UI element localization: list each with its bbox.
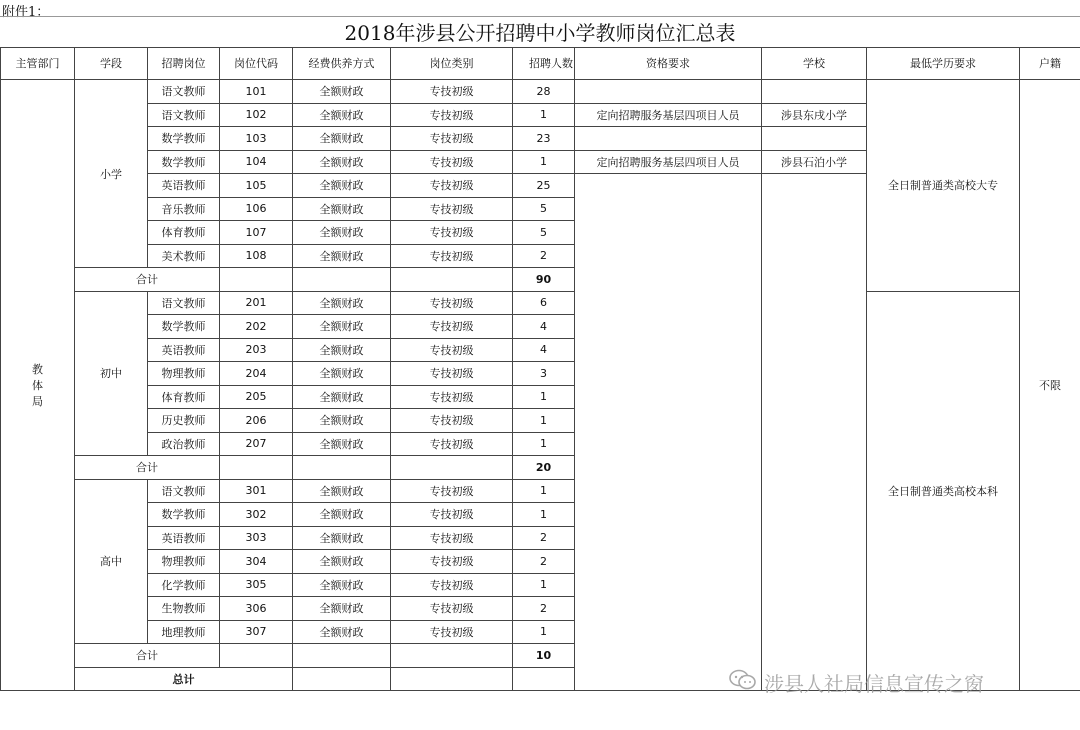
- watermark: [728, 668, 984, 696]
- count-cell: 23: [513, 127, 575, 151]
- empty-cell: [391, 644, 513, 668]
- subtotal-value: 10: [513, 644, 575, 668]
- header-qualification: 资格要求: [575, 48, 762, 80]
- position-cell: 体育教师: [148, 221, 220, 245]
- table-row: [1, 291, 1080, 315]
- funding-cell: 全额财政: [293, 362, 391, 386]
- position-cell: 音乐教师: [148, 197, 220, 221]
- position-cell: 数学教师: [148, 503, 220, 527]
- code-cell: 103: [220, 127, 293, 151]
- code-cell: 204: [220, 362, 293, 386]
- category-cell: 专技初级: [391, 409, 513, 433]
- subtotal-label: 合计: [75, 268, 220, 292]
- category-cell: 专技初级: [391, 620, 513, 644]
- funding-cell: 全额财政: [293, 291, 391, 315]
- school-cell: 涉县石泊小学: [762, 150, 867, 174]
- position-cell: 数学教师: [148, 315, 220, 339]
- category-cell: 专技初级: [391, 550, 513, 574]
- code-cell: 106: [220, 197, 293, 221]
- code-cell: 101: [220, 80, 293, 104]
- code-cell: 105: [220, 174, 293, 198]
- header-stage: 学段: [75, 48, 148, 80]
- position-cell: 英语教师: [148, 526, 220, 550]
- education-primary: 全日制普通类高校大专: [867, 80, 1020, 292]
- code-cell: 107: [220, 221, 293, 245]
- funding-cell: 全额财政: [293, 479, 391, 503]
- wechat-icon: [728, 668, 764, 697]
- qualification-cell: 定向招聘服务基层四项目人员: [575, 150, 762, 174]
- code-cell: 202: [220, 315, 293, 339]
- code-cell: 305: [220, 573, 293, 597]
- code-cell: 104: [220, 150, 293, 174]
- funding-cell: 全额财政: [293, 315, 391, 339]
- category-cell: 专技初级: [391, 503, 513, 527]
- position-cell: 语文教师: [148, 479, 220, 503]
- position-cell: 数学教师: [148, 127, 220, 151]
- count-cell: 1: [513, 432, 575, 456]
- funding-cell: 全额财政: [293, 197, 391, 221]
- category-cell: 专技初级: [391, 362, 513, 386]
- code-cell: 203: [220, 338, 293, 362]
- funding-cell: 全额财政: [293, 526, 391, 550]
- position-cell: 美术教师: [148, 244, 220, 268]
- empty-cell: [293, 456, 391, 480]
- category-cell: 专技初级: [391, 150, 513, 174]
- category-cell: 专技初级: [391, 127, 513, 151]
- funding-cell: 全额财政: [293, 174, 391, 198]
- header-position: 招聘岗位: [148, 48, 220, 80]
- subtotal-value: 20: [513, 456, 575, 480]
- header-count: 招聘人数: [513, 48, 575, 80]
- code-cell: 108: [220, 244, 293, 268]
- code-cell: 205: [220, 385, 293, 409]
- count-cell: 1: [513, 385, 575, 409]
- count-cell: 25: [513, 174, 575, 198]
- stage-middle: 初中: [75, 291, 148, 456]
- category-cell: 专技初级: [391, 103, 513, 127]
- position-cell: 生物教师: [148, 597, 220, 621]
- position-cell: 数学教师: [148, 150, 220, 174]
- school-cell: [762, 80, 867, 104]
- code-cell: 303: [220, 526, 293, 550]
- school-cell: 涉县东戌小学: [762, 103, 867, 127]
- count-cell: 1: [513, 573, 575, 597]
- category-cell: 专技初级: [391, 526, 513, 550]
- code-cell: 304: [220, 550, 293, 574]
- category-cell: 专技初级: [391, 432, 513, 456]
- school-cell: [762, 174, 867, 691]
- count-cell: 1: [513, 409, 575, 433]
- qualification-cell: [575, 80, 762, 104]
- position-cell: 物理教师: [148, 362, 220, 386]
- count-cell: 1: [513, 503, 575, 527]
- header-funding: 经费供养方式: [293, 48, 391, 80]
- empty-cell: [293, 667, 391, 691]
- code-cell: 201: [220, 291, 293, 315]
- subtotal-label: 合计: [75, 644, 220, 668]
- funding-cell: 全额财政: [293, 385, 391, 409]
- code-cell: 102: [220, 103, 293, 127]
- position-cell: 英语教师: [148, 174, 220, 198]
- position-cell: 地理教师: [148, 620, 220, 644]
- count-cell: 2: [513, 526, 575, 550]
- funding-cell: 全额财政: [293, 244, 391, 268]
- category-cell: 专技初级: [391, 315, 513, 339]
- count-cell: 3: [513, 362, 575, 386]
- category-cell: 专技初级: [391, 573, 513, 597]
- category-cell: 专技初级: [391, 479, 513, 503]
- funding-cell: 全额财政: [293, 150, 391, 174]
- funding-cell: 全额财政: [293, 103, 391, 127]
- stage-high: 高中: [75, 479, 148, 644]
- count-cell: 2: [513, 244, 575, 268]
- code-cell: 302: [220, 503, 293, 527]
- empty-cell: [293, 644, 391, 668]
- qualification-cell: [575, 127, 762, 151]
- empty-cell: [391, 268, 513, 292]
- recruitment-table: [0, 47, 1080, 691]
- funding-cell: 全额财政: [293, 338, 391, 362]
- position-cell: 化学教师: [148, 573, 220, 597]
- position-cell: 政治教师: [148, 432, 220, 456]
- count-cell: 1: [513, 103, 575, 127]
- position-cell: 语文教师: [148, 291, 220, 315]
- position-cell: 历史教师: [148, 409, 220, 433]
- funding-cell: 全额财政: [293, 409, 391, 433]
- header-row: [1, 48, 1080, 80]
- empty-cell: [293, 268, 391, 292]
- count-cell: 5: [513, 221, 575, 245]
- position-cell: 语文教师: [148, 80, 220, 104]
- residence-cell: 不限: [1020, 80, 1080, 691]
- funding-cell: 全额财政: [293, 221, 391, 245]
- code-cell: 301: [220, 479, 293, 503]
- position-cell: 体育教师: [148, 385, 220, 409]
- header-code: 岗位代码: [220, 48, 293, 80]
- empty-cell: [391, 667, 513, 691]
- funding-cell: 全额财政: [293, 620, 391, 644]
- empty-cell: [220, 268, 293, 292]
- school-cell: [762, 127, 867, 151]
- position-cell: 物理教师: [148, 550, 220, 574]
- funding-cell: 全额财政: [293, 597, 391, 621]
- position-cell: 语文教师: [148, 103, 220, 127]
- category-cell: 专技初级: [391, 385, 513, 409]
- qualification-cell: [575, 174, 762, 691]
- count-cell: 4: [513, 338, 575, 362]
- count-cell: 6: [513, 291, 575, 315]
- header-residence: 户籍: [1020, 48, 1080, 80]
- subtotal-label: 合计: [75, 456, 220, 480]
- empty-cell: [513, 667, 575, 691]
- divider: [0, 16, 1080, 17]
- category-cell: 专技初级: [391, 197, 513, 221]
- position-cell: 英语教师: [148, 338, 220, 362]
- code-cell: 206: [220, 409, 293, 433]
- watermark-text: 涉县人社局信息宣传之窗: [764, 671, 984, 696]
- category-cell: 专技初级: [391, 597, 513, 621]
- attachment-label: 附件1：: [2, 5, 50, 20]
- funding-cell: 全额财政: [293, 80, 391, 104]
- page-title: 2018年涉县公开招聘中小学教师岗位汇总表: [344, 21, 736, 45]
- empty-cell: [220, 644, 293, 668]
- count-cell: 2: [513, 550, 575, 574]
- count-cell: 1: [513, 150, 575, 174]
- funding-cell: 全额财政: [293, 432, 391, 456]
- category-cell: 专技初级: [391, 174, 513, 198]
- count-cell: 4: [513, 315, 575, 339]
- count-cell: 1: [513, 620, 575, 644]
- category-cell: 专技初级: [391, 80, 513, 104]
- empty-cell: [391, 456, 513, 480]
- header-education: 最低学历要求: [867, 48, 1020, 80]
- department-cell: 教体局: [1, 80, 75, 691]
- category-cell: 专技初级: [391, 244, 513, 268]
- header-dept: 主管部门: [1, 48, 75, 80]
- funding-cell: 全额财政: [293, 127, 391, 151]
- count-cell: 5: [513, 197, 575, 221]
- funding-cell: 全额财政: [293, 550, 391, 574]
- education-secondary: 全日制普通类高校本科: [867, 291, 1020, 691]
- funding-cell: 全额财政: [293, 573, 391, 597]
- header-category: 岗位类别: [391, 48, 513, 80]
- code-cell: 306: [220, 597, 293, 621]
- funding-cell: 全额财政: [293, 503, 391, 527]
- total-label: 总计: [75, 667, 293, 691]
- table-row: [1, 80, 1080, 104]
- count-cell: 1: [513, 479, 575, 503]
- category-cell: 专技初级: [391, 221, 513, 245]
- category-cell: 专技初级: [391, 291, 513, 315]
- stage-primary: 小学: [75, 80, 148, 268]
- subtotal-value: 90: [513, 268, 575, 292]
- header-school: 学校: [762, 48, 867, 80]
- count-cell: 2: [513, 597, 575, 621]
- qualification-cell: 定向招聘服务基层四项目人员: [575, 103, 762, 127]
- category-cell: 专技初级: [391, 338, 513, 362]
- empty-cell: [220, 456, 293, 480]
- code-cell: 207: [220, 432, 293, 456]
- code-cell: 307: [220, 620, 293, 644]
- count-cell: 28: [513, 80, 575, 104]
